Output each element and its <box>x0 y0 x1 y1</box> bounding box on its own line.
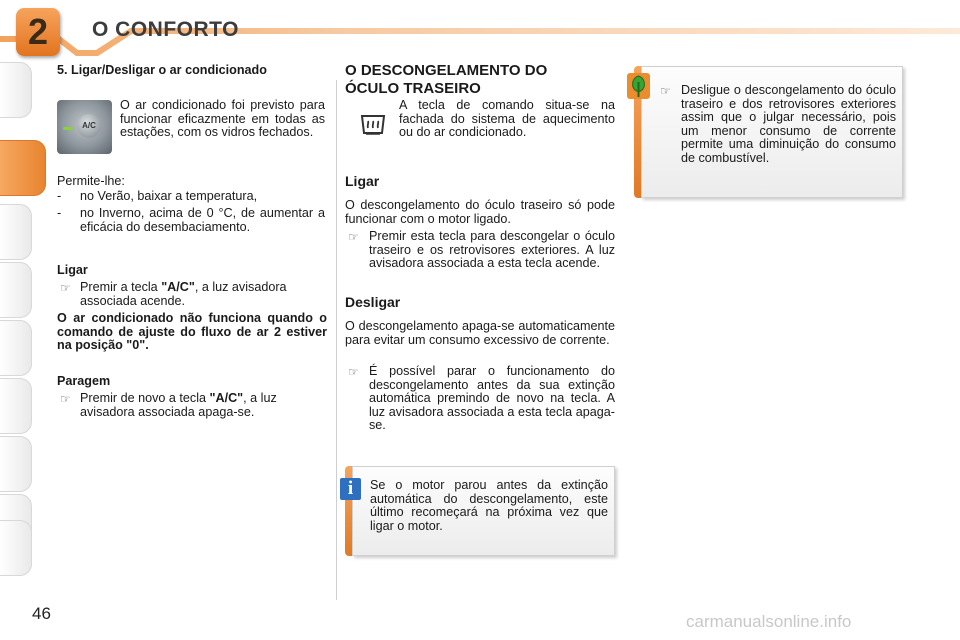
side-tab-2-active[interactable] <box>0 140 46 196</box>
middle-ligar-text: O descongelamento do óculo traseiro só pode funcionar com o motor ligado. <box>345 198 615 226</box>
left-paragem-title: Paragem <box>57 374 111 388</box>
hand-pointer-icon: ☞ <box>60 281 71 295</box>
rear-defrost-icon <box>359 113 387 137</box>
middle-desligar-text: O descongelamento apaga-se automaticamente para evitar um consumo excessivo de corrente. <box>345 319 615 347</box>
left-warning: O ar condicionado não funciona quando o comando de ajuste do fluxo de ar 2 estiver na posição "0". <box>57 311 327 352</box>
dash-1-text: no Verão, baixar a temperatura, <box>80 189 258 203</box>
info-note-text: Se o motor parou antes da extinção automática do descongelamento, este último recomeçará na próxima vez que ligar o motor. <box>370 478 608 533</box>
side-tab-7[interactable] <box>0 436 32 492</box>
middle-desligar-bullet: É possível parar o funcionamento do descongelamento antes da sua extinção automática premindo de novo na tecla. A luz avisadora associada a esta tecla apaga-se. <box>369 364 615 432</box>
left-section-title: 5. Ligar/Desligar o ar condicionado <box>57 63 267 77</box>
side-tab-1[interactable] <box>0 62 32 118</box>
left-ligar-bullet: Premir a tecla "A/C", a luz avisadora associada acende. <box>80 280 287 308</box>
middle-title-line-1: O DESCONGELAMENTO DO <box>345 62 548 79</box>
page-number: 46 <box>32 604 51 623</box>
left-paragem-bullet: Premir de novo a tecla "A/C", a luz avisadora associada apaga-se. <box>80 391 277 419</box>
column-divider <box>336 80 337 600</box>
page-header <box>0 0 960 60</box>
hand-pointer-icon: ☞ <box>348 230 359 244</box>
side-tab-6[interactable] <box>0 378 32 434</box>
hand-pointer-icon: ☞ <box>60 392 71 406</box>
middle-desligar-title: Desligar <box>345 294 401 310</box>
middle-title-line-2: ÓCULO TRASEIRO <box>345 80 481 97</box>
side-tab-3[interactable] <box>0 204 32 260</box>
hand-pointer-icon: ☞ <box>348 365 359 379</box>
middle-ligar-bullet: Premir esta tecla para descongelar o óculo traseiro e os retrovisores exteriores. A luz avisadora associada a esta tecla acende. <box>369 229 615 270</box>
eco-leaf-icon <box>627 73 650 99</box>
dash-2-text: no Inverno, acima de 0 °C, de aumentar a eficácia do desembaciamento. <box>80 206 325 234</box>
allows-label: Permite-lhe: <box>57 174 125 188</box>
watermark[interactable]: carmanualsonline.info <box>686 612 852 631</box>
hand-pointer-icon: ☞ <box>660 84 671 98</box>
info-icon: i <box>340 478 361 500</box>
left-intro: O ar condicionado foi previsto para funcionar eficazmente em todas as estações, com os vidros fechados. <box>120 98 325 139</box>
side-tab-5[interactable] <box>0 320 32 376</box>
dash-1-marker: - <box>57 189 62 203</box>
ac-led-indicator <box>63 127 73 130</box>
eco-note-text: Desligue o descongelamento do óculo traseiro e dos retrovisores exteriores assim que o julgar necessário, pois um menor consumo de corrente permite uma diminuição do consumo de combustível. <box>681 83 896 165</box>
left-ligar-title: Ligar <box>57 263 88 277</box>
eco-leaf-glyph <box>627 73 650 99</box>
page-title: O CONFORTO <box>92 18 239 41</box>
middle-ligar-title: Ligar <box>345 173 380 189</box>
ac-button-image <box>57 100 112 154</box>
chapter-badge: 2 <box>16 8 60 56</box>
side-tab-9[interactable] <box>0 520 32 576</box>
side-tab-4[interactable] <box>0 262 32 318</box>
dash-2-marker: - <box>57 206 62 220</box>
middle-intro: A tecla de comando situa-se na fachada do sistema de aquecimento ou do ar condicionado. <box>399 98 615 139</box>
ac-button-label: A/C <box>77 114 101 138</box>
